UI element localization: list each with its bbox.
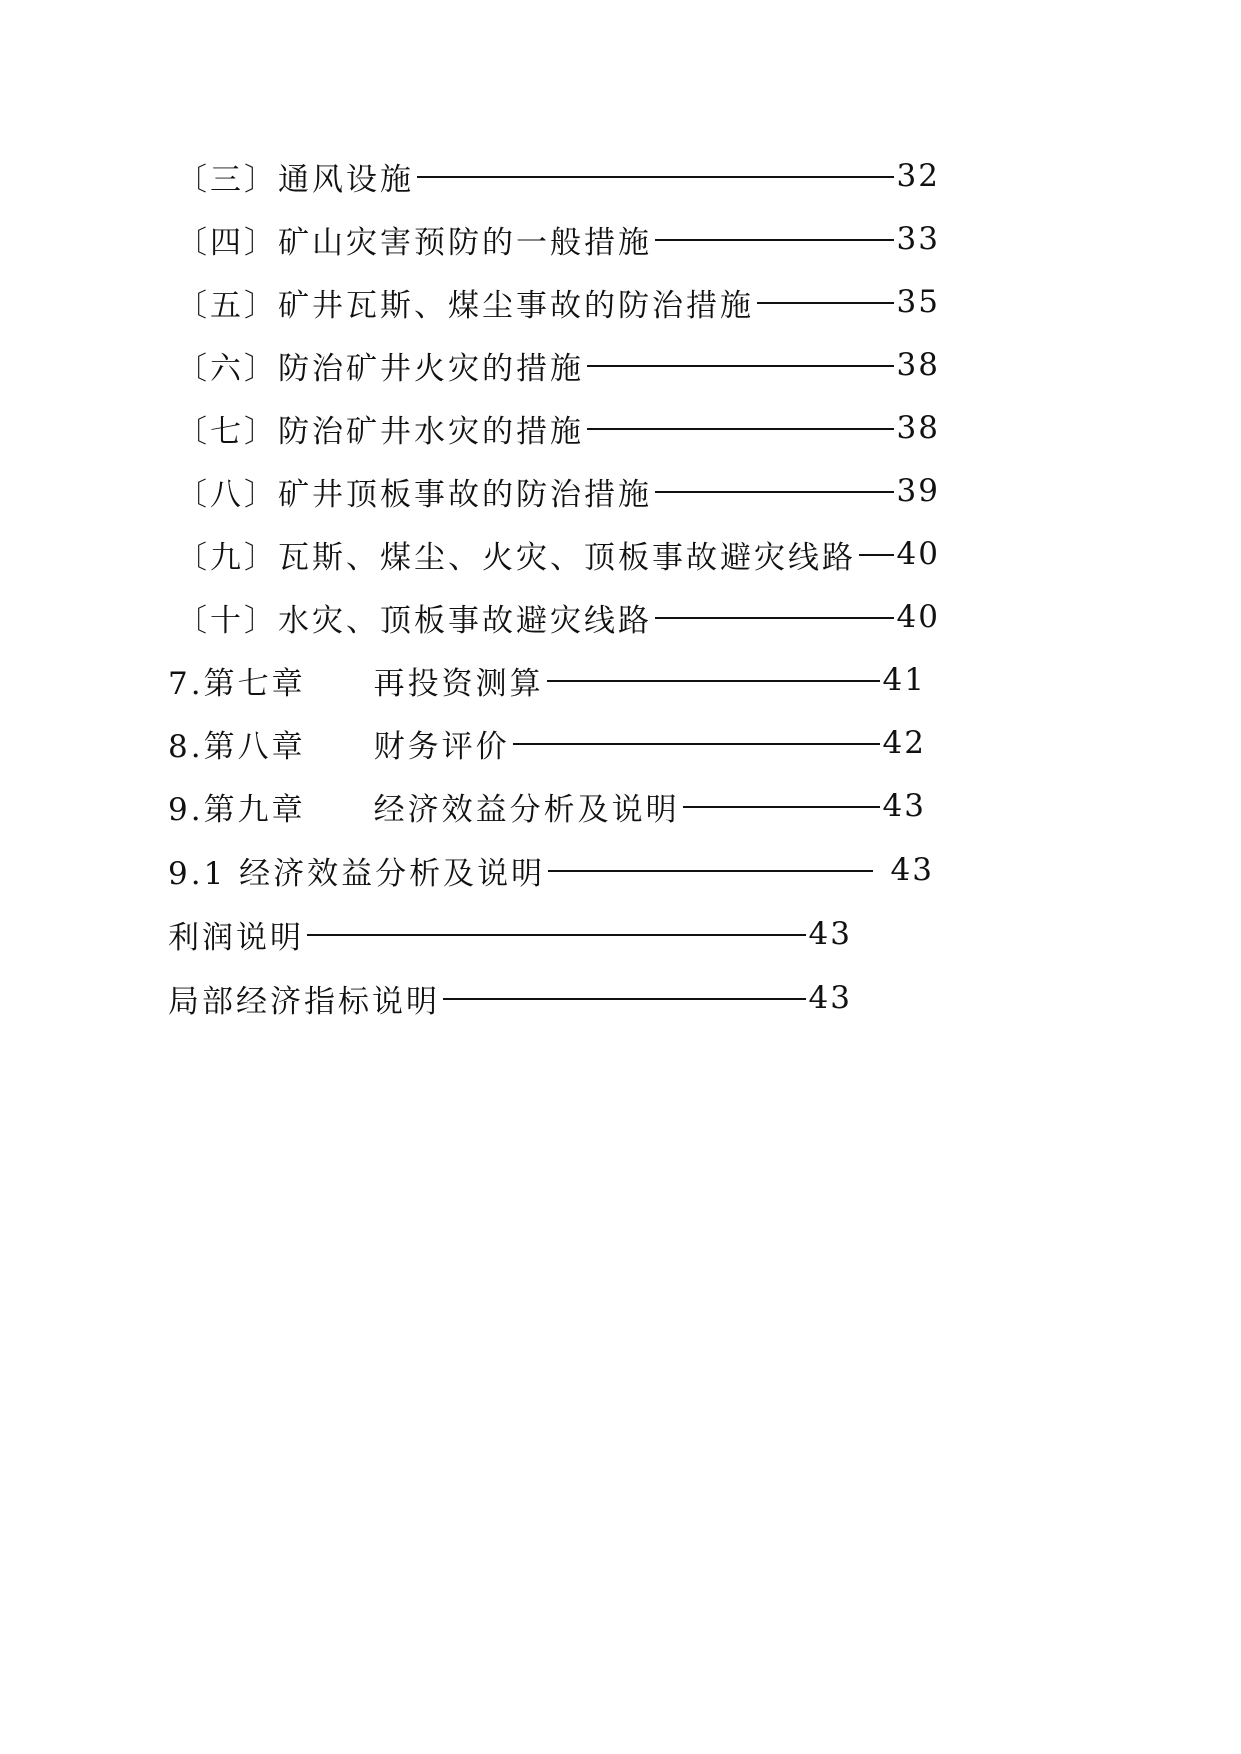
- toc-entry-chapter-7: [168, 658, 926, 702]
- toc-entry-chapter-9: [168, 784, 926, 828]
- toc-entry-page: 38: [896, 347, 940, 383]
- toc-dot-leader: [587, 428, 894, 430]
- toc-entry-gas-coal-dust: [176, 280, 940, 324]
- toc-entry-title: 7.第七章 再投资测算: [168, 665, 544, 702]
- toc-entry-page: 41: [882, 662, 926, 698]
- toc-entry-ventilation-facilities: [176, 154, 940, 198]
- toc-entry-title: 9.1 经济效益分析及说明: [168, 855, 546, 892]
- toc-dot-leader: [513, 743, 880, 745]
- toc-entry-economic-indicators: [168, 976, 852, 1020]
- toc-dot-leader: [655, 491, 894, 493]
- toc-entry-title: 〔三〕通风设施: [176, 161, 414, 198]
- toc-entry-chapter-8: [168, 721, 926, 765]
- toc-entry-title: 〔十〕水灾、顶板事故避灾线路: [176, 602, 652, 639]
- toc-dot-leader: [655, 239, 894, 241]
- toc-entry-title: 利润说明: [168, 919, 304, 956]
- toc-dot-leader: [587, 365, 894, 367]
- toc-entry-page: 43: [808, 916, 852, 952]
- toc-entry-title: 9.第九章 经济效益分析及说明: [168, 791, 680, 828]
- toc-dot-leader: [547, 680, 880, 682]
- toc-entry-title: 8.第八章 财务评价: [168, 728, 510, 765]
- toc-dot-leader: [757, 302, 894, 304]
- toc-entry-page: 43: [808, 980, 852, 1016]
- toc-entry-title: 〔六〕防治矿井火灾的措施: [176, 350, 584, 387]
- toc-entry-escape-route-gas: [176, 532, 940, 576]
- toc-entry-title: 〔八〕矿井顶板事故的防治措施: [176, 476, 652, 513]
- toc-entry-title: 局部经济指标说明: [168, 983, 440, 1020]
- toc-entry-escape-route-flood: [176, 595, 940, 639]
- toc-entry-page: 32: [896, 158, 940, 194]
- toc-dot-leader: [417, 176, 894, 178]
- toc-dot-leader: [655, 617, 894, 619]
- toc-entry-section-9-1: [168, 848, 934, 892]
- toc-entry-title: 〔七〕防治矿井水灾的措施: [176, 413, 584, 450]
- toc-dot-leader: [859, 554, 894, 556]
- toc-entry-roof-accident: [176, 469, 940, 513]
- toc-entry-page: 43: [890, 852, 934, 888]
- toc-entry-profit-note: [168, 912, 852, 956]
- toc-dot-leader: [307, 934, 806, 936]
- toc-entry-title: 〔九〕瓦斯、煤尘、火灾、顶板事故避灾线路: [176, 539, 856, 576]
- toc-entry-page: 43: [882, 788, 926, 824]
- toc-entry-page: 39: [896, 473, 940, 509]
- toc-entry-title: 〔四〕矿山灾害预防的一般措施: [176, 224, 652, 261]
- toc-entry-page: 35: [896, 284, 940, 320]
- toc-entry-disaster-prevention: [176, 217, 940, 261]
- toc-dot-leader: [683, 806, 880, 808]
- toc-entry-page: 40: [896, 599, 940, 635]
- toc-dot-leader: [548, 870, 872, 872]
- toc-entry-title: 〔五〕矿井瓦斯、煤尘事故的防治措施: [176, 287, 754, 324]
- toc-entry-page: 33: [896, 221, 940, 257]
- toc-entry-page: 38: [896, 410, 940, 446]
- toc-entry-fire-prevention: [176, 343, 940, 387]
- toc-entry-page: 40: [896, 536, 940, 572]
- toc-entry-flood-prevention: [176, 406, 940, 450]
- toc-entry-page: 42: [882, 725, 926, 761]
- toc-dot-leader: [443, 998, 806, 1000]
